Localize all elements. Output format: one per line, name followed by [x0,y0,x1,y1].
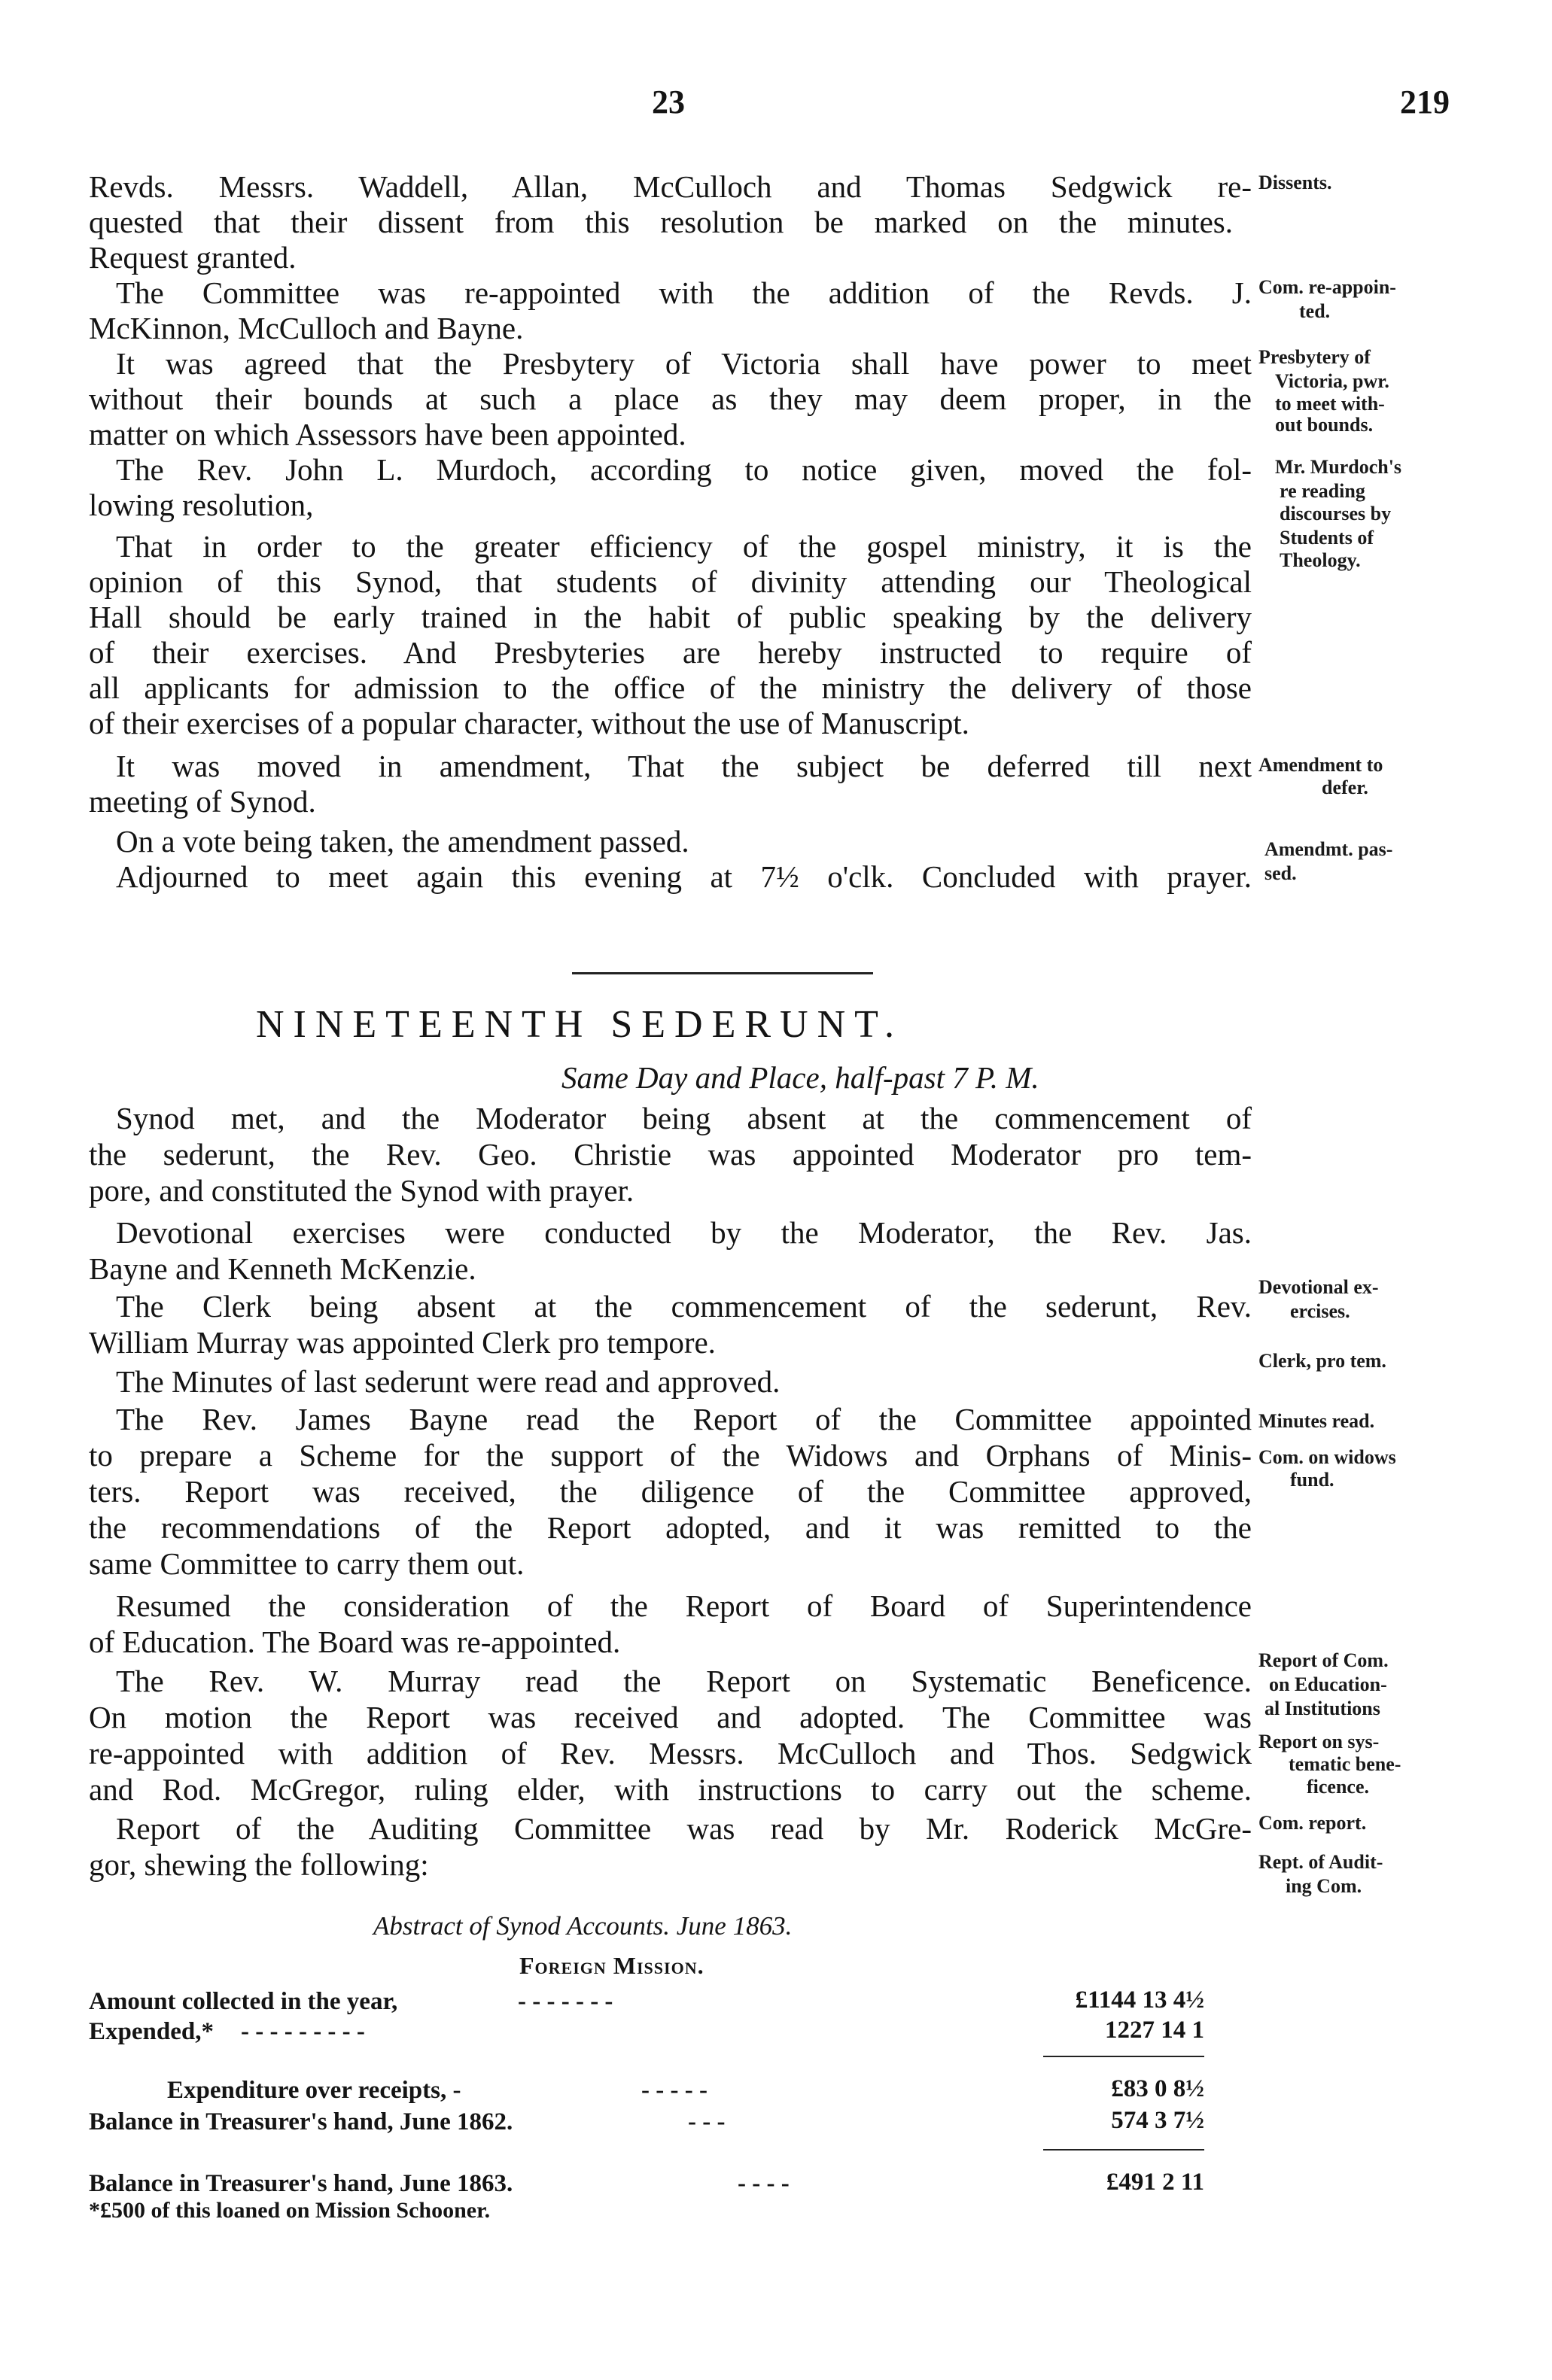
margin-note: on Education- [1269,1673,1387,1695]
text-line: McKinnon, McCulloch and Bayne. [89,311,524,345]
text-line: opinion of this Synod, that students of divinity attending our Theological [89,564,1252,599]
text-line: The Clerk being absent at the commencement of the sederunt, Rev. [116,1289,1252,1324]
text-line: quested that their dissent from this resolution be marked on the minutes. [89,205,1233,239]
text-line: re-appointed with addition of Rev. Messrs. McCulloch and Thos. Sedgwick [89,1736,1252,1771]
margin-note: defer. [1322,777,1368,798]
text-line: lowing resolution, [89,488,314,522]
margin-note: discourses by [1280,503,1392,524]
margin-note: Minutes read. [1258,1410,1375,1432]
account-row-label: Balance in Treasurer's hand, June 1863. [89,2170,513,2197]
margin-note: Clerk, pro tem. [1258,1350,1386,1372]
section-divider [572,972,873,974]
account-row-value: £491 2 11 [1106,2169,1204,2196]
margin-note: Report on sys- [1258,1731,1380,1752]
margin-note: Devotional ex- [1258,1276,1379,1298]
margin-note: out bounds. [1275,414,1374,436]
margin-note: Com. report. [1258,1812,1367,1834]
text-line: The Rev. W. Murray read the Report on Systematic Beneficence. [116,1664,1252,1698]
account-row-label: Amount collected in the year, [89,1988,398,2015]
text-line: Request granted. [89,240,297,275]
margin-note: Amendment to [1258,754,1383,776]
account-row-value: £83 0 8½ [1111,2075,1204,2102]
text-line: William Murray was appointed Clerk pro tempore. [89,1325,716,1360]
margin-note: Com. on widows [1258,1446,1396,1468]
text-line: Adjourned to meet again this evening at 7½ o'clk. Concluded with prayer. [116,859,1252,894]
text-line: gor, shewing the following: [89,1847,429,1882]
text-line: Revds. Messrs. Waddell, Allan, McCulloch and Thomas Sedgwick re- [89,169,1252,204]
margin-note: Mr. Murdoch's [1275,456,1402,478]
text-line: same Committee to carry them out. [89,1546,525,1581]
margin-note: Dissents. [1258,172,1332,193]
sum-rule [1043,2149,1204,2151]
text-line: to prepare a Scheme for the support of the Widows and Orphans of Minis- [89,1438,1252,1473]
text-line: It was moved in amendment, That the subject be deferred till next [116,749,1252,783]
margin-note: Com. re-appoin- [1258,276,1396,298]
account-row-value: 574 3 7½ [1111,2107,1204,2134]
text-line: Report of the Auditing Committee was read by Mr. Roderick McGre- [116,1811,1252,1846]
text-line: The Committee was re-appointed with the addition of the Revds. J. [116,275,1252,310]
text-line: all applicants for admission to the office of the ministry the delivery of those [89,670,1252,705]
text-line: Resumed the consideration of the Report of Board of Superintendence [116,1588,1252,1623]
account-row-dashes: - - - - [738,2170,790,2197]
text-line: It was agreed that the Presbytery of Victoria shall have power to meet [116,346,1252,381]
margin-note: sed. [1264,862,1297,884]
margin-note: Report of Com. [1258,1649,1389,1671]
account-row-dashes: - - - - - - - - - [241,2018,365,2045]
account-row-label: Expended,* [89,2018,214,2045]
text-line: On a vote being taken, the amendment passed. [116,824,689,859]
accounts-section: Foreign Mission. [519,1952,704,1979]
page-number-right: 219 [1400,84,1450,120]
account-row-value: £1144 13 4½ [1075,1986,1204,2014]
margin-note: Theology. [1280,549,1361,571]
text-line: of their exercises. And Presbyteries are hereby instructed to require of [89,635,1252,670]
text-line: the sederunt, the Rev. Geo. Christie was appointed Moderator pro tem- [89,1137,1252,1172]
text-line: pore, and constituted the Synod with prayer. [89,1173,634,1208]
accounts-footnote: *£500 of this loaned on Mission Schooner. [89,2198,491,2223]
text-line: ters. Report was received, the diligence of the Committee approved, [89,1474,1252,1509]
margin-note: al Institutions [1264,1698,1380,1719]
text-line: of their exercises of a popular character, without the use of Manuscript. [89,706,969,740]
margin-note: fund. [1290,1469,1334,1491]
text-line: Bayne and Kenneth McKenzie. [89,1251,476,1286]
text-line: Devotional exercises were conducted by the Moderator, the Rev. Jas. [116,1215,1252,1250]
text-line: Hall should be early trained in the habit of public speaking by the delivery [89,600,1252,634]
sederunt-subheading: Same Day and Place, half-past 7 P. M. [561,1060,1039,1095]
margin-note: re reading [1280,480,1365,502]
text-line: and Rod. McGregor, ruling elder, with instructions to carry out the scheme. [89,1772,1252,1807]
page-number-left: 23 [652,84,685,120]
margin-note: ficence. [1307,1776,1370,1798]
margin-note: ing Com. [1286,1875,1362,1897]
text-line: matter on which Assessors have been appointed. [89,417,686,451]
account-row-dashes: - - - - - [641,2077,708,2104]
margin-note: Presbytery of [1258,346,1371,368]
text-line: meeting of Synod. [89,784,316,819]
text-line: the recommendations of the Report adopted, and it was remitted to the [89,1510,1252,1545]
text-line: of Education. The Board was re-appointed. [89,1625,621,1659]
margin-note: ted. [1299,300,1331,322]
account-row-dashes: - - - [688,2108,726,2135]
margin-note: ercises. [1290,1300,1350,1322]
text-line: On motion the Report was received and adopted. The Committee was [89,1700,1252,1734]
text-line: without their bounds at such a place as they may deem proper, in the [89,381,1252,416]
account-row-label: Balance in Treasurer's hand, June 1862. [89,2108,513,2135]
margin-note: Victoria, pwr. [1275,370,1389,392]
margin-note: to meet with- [1275,393,1385,415]
margin-note: Students of [1280,527,1374,549]
margin-note: Rept. of Audit- [1258,1851,1383,1873]
text-line: The Minutes of last sederunt were read and approved. [116,1364,781,1399]
account-row-dashes: - - - - - - - [518,1988,613,2015]
margin-note: tematic bene- [1289,1753,1401,1775]
sederunt-heading: NINETEENTH SEDERUNT. [256,1003,904,1046]
account-row-value: 1227 14 1 [1105,2017,1204,2044]
text-line: That in order to the greater efficiency of the gospel ministry, it is the [116,529,1252,564]
sum-rule [1043,2056,1204,2057]
margin-note: Amendmt. pas- [1264,838,1393,860]
text-line: The Rev. James Bayne read the Report of the Committee appointed [116,1402,1252,1436]
accounts-title: Abstract of Synod Accounts. June 1863. [373,1911,793,1941]
text-line: Synod met, and the Moderator being absent at the commencement of [116,1101,1252,1135]
text-line: The Rev. John L. Murdoch, according to notice given, moved the fol- [116,452,1252,487]
account-row-label: Expenditure over receipts, - [167,2077,461,2104]
